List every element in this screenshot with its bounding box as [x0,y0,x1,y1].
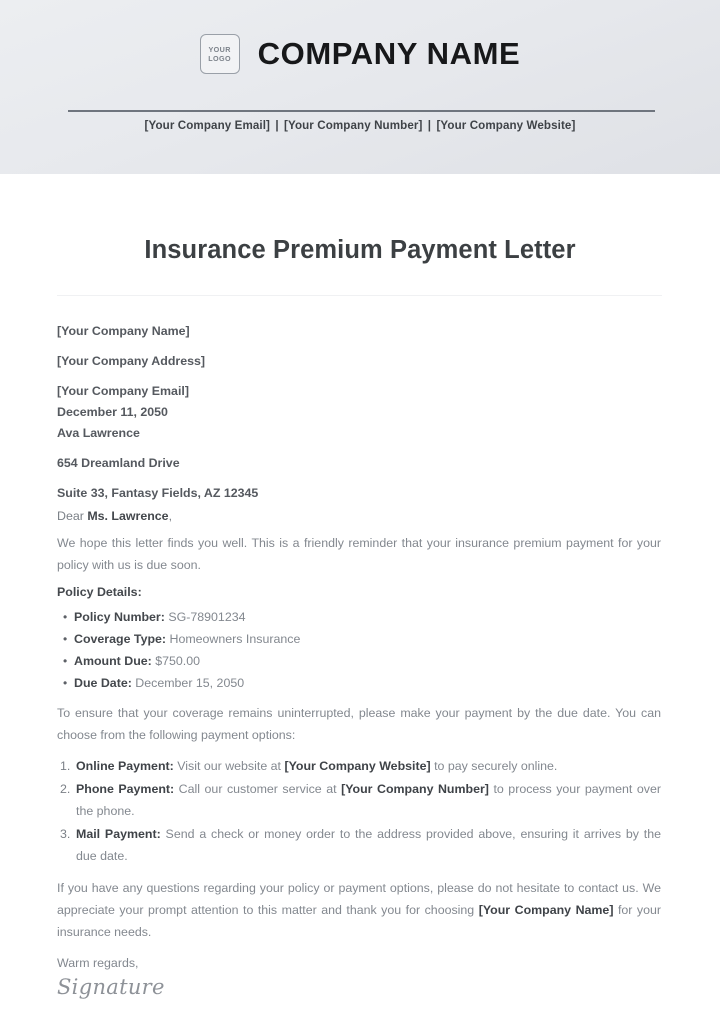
detail-value: SG-78901234 [164,610,246,624]
logo-text-line1: YOUR [208,45,231,54]
sender-company-name: [Your Company Name] [57,324,190,338]
closing-paragraph [57,877,661,943]
detail-label: Due Date: [74,676,132,690]
detail-label: Amount Due: [74,654,152,668]
recipient-name: Ava Lawrence [57,426,140,440]
payment-options-list [57,755,661,867]
salutation [57,509,661,524]
detail-label: Coverage Type: [74,632,167,646]
option-text-before: Call our customer service at [174,782,342,796]
contact-website: [Your Company Website] [436,119,576,132]
list-item [76,755,661,777]
payment-options-intro: To ensure that your coverage remains uninterrupted, please make your payment by the due date. You can choose from the following payment options: [57,706,661,742]
list-item [76,823,661,867]
company-logo-placeholder [200,34,240,74]
recipient-address-line2: Suite 33, Fantasy Fields, AZ 12345 [57,486,259,500]
sign-off: Warm regards, [57,956,139,970]
letterhead-band [0,0,720,174]
contact-email: [Your Company Email] [144,119,271,132]
document-title: Insurance Premium Payment Letter [144,236,576,264]
letter-date: December 11, 2050 [57,405,168,419]
policy-details-label: Policy Details: [57,585,142,599]
list-item [74,628,661,650]
intro-paragraph: We hope this letter finds you well. This is a friendly reminder that your insurance premium payment for your policy with us is due soon. [57,536,661,572]
salutation-name: Ms. Lawrence [87,509,169,523]
option-emphasis: [Your Company Number] [341,782,489,796]
sender-company-address: [Your Company Address] [57,354,206,368]
option-label: Phone Payment: [76,782,175,796]
list-item [76,778,661,822]
option-text-before: Send a check or money order to the address provided above, ensuring it arrives by the due date. [76,827,661,863]
option-text-after: to process your payment over the phone. [76,782,661,818]
option-label: Online Payment: [76,759,174,773]
sender-company-email: [Your Company Email] [57,384,189,398]
list-item [74,606,661,628]
option-text-after: to pay securely online. [430,759,558,773]
option-label: Mail Payment: [76,827,161,841]
closing-text-before: If you have any questions regarding your policy or payment options, please do not hesitate to contact us. We appreciate your prompt attention to this matter and thank you for choosing [57,881,661,917]
policy-details-list [57,606,661,694]
contact-separator-1: | [275,119,279,132]
list-item [74,672,661,694]
recipient-address-line1: 654 Dreamland Drive [57,456,180,470]
closing-text-after: for your insurance needs. [57,903,661,939]
logo-text-line2: LOGO [208,54,232,63]
company-name-heading: COMPANY NAME [257,36,521,71]
title-divider [57,295,662,296]
detail-value: December 15, 2050 [131,676,245,690]
contact-separator-2: | [427,119,432,132]
letterhead-contact-line [0,119,720,132]
letterhead-divider [68,110,655,112]
letter-body [57,324,661,999]
detail-label: Policy Number: [74,610,165,624]
contact-number: [Your Company Number] [284,119,423,132]
option-emphasis: [Your Company Website] [284,759,431,773]
salutation-prefix: Dear [57,509,88,523]
option-text-before: Visit our website at [173,759,285,773]
salutation-suffix: , [168,509,173,523]
list-item [74,650,661,672]
closing-emphasis: [Your Company Name] [478,903,614,917]
detail-value: $750.00 [151,654,201,668]
signature-script: Signature [57,975,165,999]
detail-value: Homeowners Insurance [166,632,301,646]
letterhead-top-row [0,34,720,74]
